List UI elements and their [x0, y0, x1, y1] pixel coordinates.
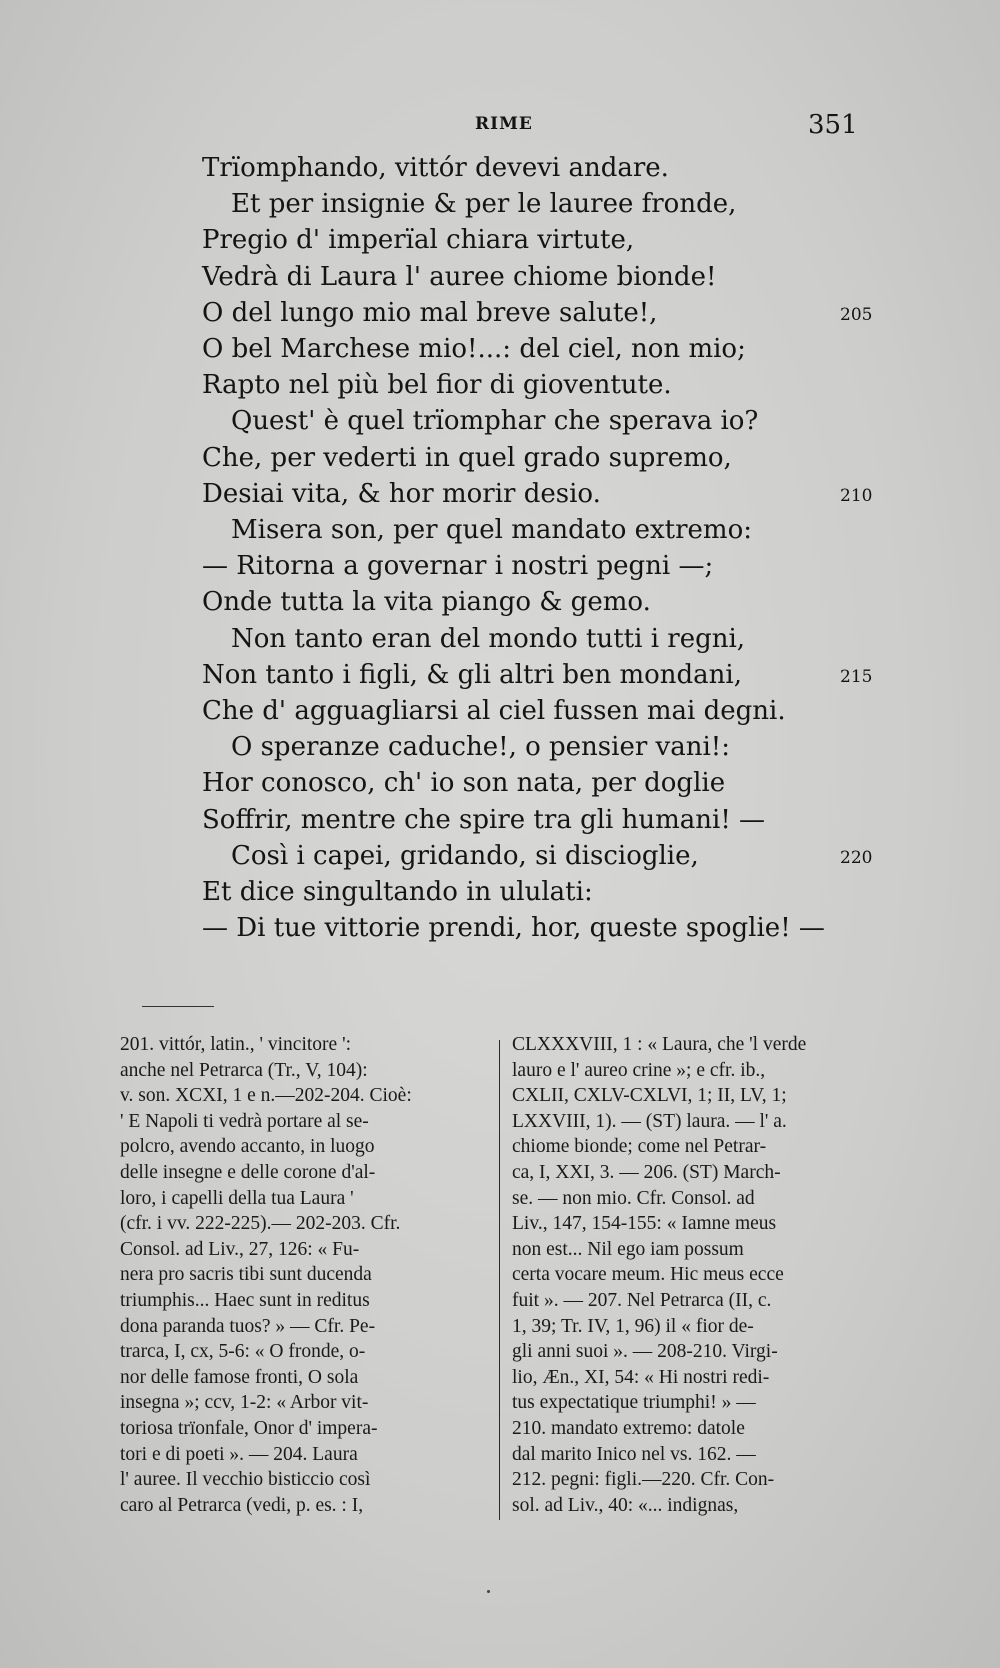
verse-line	[0, 765, 1000, 801]
footnote-line: non est... Nil ego iam possum	[512, 1238, 744, 1260]
verse-line	[0, 476, 1000, 512]
footnote-line: dal marito Inico nel vs. 162. —	[512, 1443, 756, 1465]
footnote-line: ' E Napoli ti vedrà portare al se-	[120, 1110, 369, 1132]
verse-text: Misera son, per quel mandato extremo:	[231, 515, 753, 545]
verse-line	[0, 548, 1000, 584]
verse-line	[0, 440, 1000, 476]
footnote-line: nera pro sacris tibi sunt ducenda	[120, 1264, 372, 1286]
verse-text: O bel Marchese mio!...: del ciel, non mio;	[202, 334, 746, 364]
page-header	[0, 110, 1000, 140]
verse-text: Soffrir, mentre che spire tra gli humani! —	[202, 804, 766, 835]
footnote-line: delle insegne e delle corone d'al-	[120, 1161, 376, 1183]
footnote-line: CXLII, CXLV-CXLVI, 1; II, LV, 1;	[512, 1085, 787, 1107]
footnote-line: gli anni suoi ». — 208-210. Virgi-	[512, 1341, 778, 1363]
footnote-line: lio, Æn., XI, 54: « Hi nostri redi-	[512, 1366, 770, 1388]
verse-text: Che d' agguagliarsi al ciel fussen mai degni.	[202, 696, 786, 726]
verse-line	[0, 657, 1000, 693]
footnote-line: sol. ad Liv., 40: «... indignas,	[512, 1494, 739, 1516]
verse-number: 215	[840, 666, 873, 687]
footnote-line: insegna »; ccv, 1-2: « Arbor vit-	[120, 1392, 369, 1414]
footnotes-left-column	[120, 1032, 488, 1518]
verse-text: Pregio d' imperïal chiara virtute,	[202, 225, 635, 256]
footnote-line: triumphis... Haec sunt in reditus	[120, 1289, 370, 1311]
verse-text: Non tanto i figli, & gli altri ben mondani,	[202, 659, 742, 690]
footnote-line: Consol. ad Liv., 27, 126: « Fu-	[120, 1238, 360, 1260]
verse-number: 220	[840, 847, 873, 868]
verse-text: Rapto nel più bel fior di gioventute.	[202, 370, 672, 401]
verse-line	[0, 584, 1000, 620]
footnote-line: tus expectatique triumphi! » —	[512, 1392, 756, 1414]
verse-line	[0, 150, 1000, 186]
verse-text: Quest' è quel trïomphar che sperava io?	[231, 406, 759, 437]
verse-number: 210	[840, 485, 873, 506]
verse-line	[0, 295, 1000, 331]
footnote-line: nor delle famose fronti, O sola	[120, 1366, 359, 1388]
footnote-line: fuit ». — 207. Nel Petrarca (II, c.	[512, 1289, 772, 1311]
footnote-line: v. son. XCXI, 1 e n.—202-204. Cioè:	[120, 1085, 412, 1107]
verse-line	[0, 621, 1000, 657]
footnote-line: LXXVIII, 1). — (ST) laura. — l' a.	[512, 1110, 787, 1132]
footnote-line: anche nel Petrarca (Tr., V, 104):	[120, 1059, 368, 1081]
verse-line	[0, 403, 1000, 439]
verse-text: Così i capei, gridando, si discioglie,	[231, 840, 699, 871]
verse-text: Vedrà di Laura l' auree chiome bionde!	[202, 261, 717, 292]
verse-text: Onde tutta la vita piango & gemo.	[202, 587, 651, 618]
footnote-line: caro al Petrarca (vedi, p. es. : I,	[120, 1494, 364, 1516]
footnote-line: toriosa trïonfale, Onor d' impera-	[120, 1417, 378, 1439]
verse-line	[0, 367, 1000, 403]
footnote-line: loro, i capelli della tua Laura '	[120, 1187, 354, 1209]
footnote-line: polcro, avendo accanto, in luogo	[120, 1136, 375, 1158]
verse-line	[0, 186, 1000, 222]
footnote-line: l' auree. Il vecchio bisticcio così	[120, 1469, 371, 1491]
verse-line	[0, 838, 1000, 874]
footnote-line: 201. vittór, latin., ' vincitore ':	[120, 1034, 352, 1055]
verse-line	[0, 259, 1000, 295]
footnote-line: (cfr. i vv. 222-225).— 202-203. Cfr.	[120, 1213, 401, 1235]
footnote-line: 1, 39; Tr. IV, 1, 96) il « fior de-	[512, 1315, 754, 1337]
footnote-line: dona paranda tuos? » — Cfr. Pe-	[120, 1315, 376, 1337]
verse-line	[0, 729, 1000, 765]
verse-line	[0, 693, 1000, 729]
verse-line	[0, 874, 1000, 910]
footnote-line: CLXXXVIII, 1 : « Laura, che 'l verde	[512, 1034, 807, 1055]
verse-line	[0, 222, 1000, 258]
footnotes-right-column	[512, 1032, 888, 1518]
verse-text: Trïomphando, vittór devevi andare.	[202, 153, 669, 183]
footnote-line: 210. mandato extremo: datole	[512, 1417, 745, 1439]
verse-line	[0, 802, 1000, 838]
footnote-line: se. — non mio. Cfr. Consol. ad	[512, 1187, 755, 1209]
page-number: 351	[808, 110, 858, 140]
running-title: RIME	[475, 114, 533, 134]
footnote-line: 212. pegni: figli.—220. Cfr. Con-	[512, 1469, 775, 1491]
footnote-line: trarca, I, cx, 5-6: « O fronde, o-	[120, 1341, 366, 1363]
footnote-line: Liv., 147, 154-155: « Iamne meus	[512, 1213, 777, 1235]
paper-speck	[487, 1590, 490, 1593]
verse-text: Et per insignie & per le lauree fronde,	[231, 189, 737, 220]
verse-text: O speranze caduche!, o pensier vani!:	[231, 732, 730, 763]
verse-text: O del lungo mio mal breve salute!,	[202, 297, 658, 328]
verse-text: Hor conosco, ch' io son nata, per doglie	[202, 768, 726, 799]
verse-text: Et dice singultando in ululati:	[202, 877, 593, 907]
verse-line	[0, 331, 1000, 367]
column-divider	[499, 1040, 500, 1520]
verse-number: 205	[840, 304, 873, 325]
footnote-line: tori e di poeti ». — 204. Laura	[120, 1443, 358, 1465]
verse-text: — Ritorna a governar i nostri pegni —;	[202, 551, 714, 582]
verse-text: Che, per vederti in quel grado supremo,	[202, 442, 732, 473]
verse-line	[0, 512, 1000, 548]
footnote-line: lauro e l' aureo crine »; e cfr. ib.,	[512, 1059, 766, 1081]
footnote-line: certa vocare meum. Hic meus ecce	[512, 1264, 784, 1286]
verse-text: Desiai vita, & hor morir desio.	[202, 478, 601, 509]
verse-line	[0, 910, 1000, 946]
footnote-line: ca, I, XXI, 3. — 206. (ST) March-	[512, 1161, 781, 1183]
footnote-rule	[142, 1006, 214, 1007]
footnote-line: chiome bionde; come nel Petrar-	[512, 1136, 767, 1158]
verse-text: — Di tue vittorie prendi, hor, queste spoglie! —	[202, 913, 825, 944]
verse-text: Non tanto eran del mondo tutti i regni,	[231, 623, 746, 654]
